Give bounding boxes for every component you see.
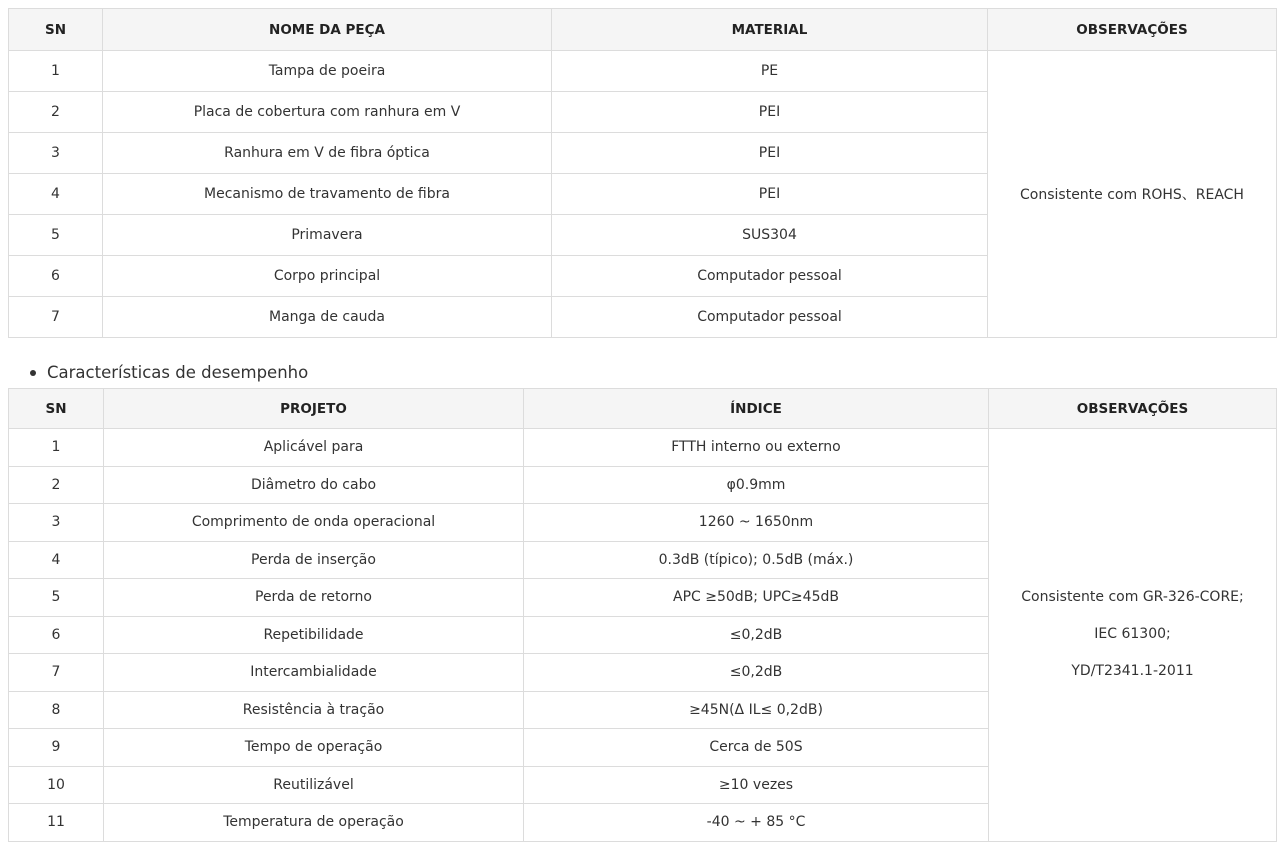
section-title: Características de desempenho bbox=[47, 363, 309, 382]
cell-material: SUS304 bbox=[552, 215, 988, 256]
cell-sn: 8 bbox=[9, 691, 104, 729]
header-material: MATERIAL bbox=[552, 9, 988, 51]
cell-notes bbox=[989, 429, 1277, 842]
cell-sn: 7 bbox=[9, 297, 103, 338]
cell-sn: 6 bbox=[9, 256, 103, 297]
cell-project: Temperatura de operação bbox=[104, 804, 524, 842]
cell-part-name: Tampa de poeira bbox=[103, 51, 552, 92]
cell-index: ≥45N(Δ IL≤ 0,2dB) bbox=[524, 691, 989, 729]
cell-part-name: Placa de cobertura com ranhura em V bbox=[103, 92, 552, 133]
cell-sn: 4 bbox=[9, 541, 104, 579]
cell-project: Perda de retorno bbox=[104, 579, 524, 617]
cell-project: Comprimento de onda operacional bbox=[104, 504, 524, 542]
cell-material: PE bbox=[552, 51, 988, 92]
section-heading bbox=[30, 363, 308, 382]
cell-sn: 5 bbox=[9, 215, 103, 256]
table-row bbox=[9, 429, 1277, 467]
note-line: YD/T2341.1-2011 bbox=[1071, 663, 1194, 680]
cell-project: Tempo de operação bbox=[104, 729, 524, 767]
cell-sn: 1 bbox=[9, 429, 104, 467]
performance-table bbox=[8, 388, 1277, 842]
cell-part-name: Corpo principal bbox=[103, 256, 552, 297]
table-header-row bbox=[9, 389, 1277, 429]
cell-sn: 2 bbox=[9, 92, 103, 133]
cell-index: ≥10 vezes bbox=[524, 766, 989, 804]
cell-index: -40 ~ + 85 °C bbox=[524, 804, 989, 842]
parts-table bbox=[8, 8, 1277, 338]
header-part-name: NOME DA PEÇA bbox=[103, 9, 552, 51]
cell-sn: 10 bbox=[9, 766, 104, 804]
cell-material: PEI bbox=[552, 174, 988, 215]
header-notes: OBSERVAÇÕES bbox=[989, 389, 1277, 429]
cell-material: PEI bbox=[552, 133, 988, 174]
cell-index: Cerca de 50S bbox=[524, 729, 989, 767]
header-notes: OBSERVAÇÕES bbox=[988, 9, 1277, 51]
cell-sn: 9 bbox=[9, 729, 104, 767]
header-index: ÍNDICE bbox=[524, 389, 989, 429]
cell-project: Reutilizável bbox=[104, 766, 524, 804]
bullet-icon bbox=[30, 370, 36, 376]
cell-part-name: Mecanismo de travamento de fibra bbox=[103, 174, 552, 215]
cell-part-name: Primavera bbox=[103, 215, 552, 256]
cell-index: APC ≥50dB; UPC≥45dB bbox=[524, 579, 989, 617]
cell-project: Aplicável para bbox=[104, 429, 524, 467]
cell-sn: 11 bbox=[9, 804, 104, 842]
cell-material: Computador pessoal bbox=[552, 256, 988, 297]
header-sn: SN bbox=[9, 9, 103, 51]
cell-sn: 3 bbox=[9, 504, 104, 542]
cell-index: FTTH interno ou externo bbox=[524, 429, 989, 467]
cell-sn: 7 bbox=[9, 654, 104, 692]
note-line: Consistente com GR-326-CORE; bbox=[1021, 589, 1244, 606]
cell-sn: 4 bbox=[9, 174, 103, 215]
cell-project: Repetibilidade bbox=[104, 616, 524, 654]
header-project: PROJETO bbox=[104, 389, 524, 429]
cell-part-name: Ranhura em V de fibra óptica bbox=[103, 133, 552, 174]
cell-sn: 6 bbox=[9, 616, 104, 654]
cell-material: PEI bbox=[552, 92, 988, 133]
cell-material: Computador pessoal bbox=[552, 297, 988, 338]
header-sn: SN bbox=[9, 389, 104, 429]
cell-sn: 5 bbox=[9, 579, 104, 617]
cell-project: Resistência à tração bbox=[104, 691, 524, 729]
table-row bbox=[9, 51, 1277, 92]
cell-sn: 1 bbox=[9, 51, 103, 92]
cell-notes: Consistente com ROHS、REACH bbox=[988, 51, 1277, 338]
cell-project: Intercambialidade bbox=[104, 654, 524, 692]
cell-sn: 2 bbox=[9, 466, 104, 504]
cell-index: 0.3dB (típico); 0.5dB (máx.) bbox=[524, 541, 989, 579]
cell-index: 1260 ~ 1650nm bbox=[524, 504, 989, 542]
cell-project: Diâmetro do cabo bbox=[104, 466, 524, 504]
cell-index: ≤0,2dB bbox=[524, 654, 989, 692]
cell-index: ≤0,2dB bbox=[524, 616, 989, 654]
cell-sn: 3 bbox=[9, 133, 103, 174]
note-line: IEC 61300; bbox=[1094, 626, 1171, 643]
cell-part-name: Manga de cauda bbox=[103, 297, 552, 338]
cell-index: φ0.9mm bbox=[524, 466, 989, 504]
cell-project: Perda de inserção bbox=[104, 541, 524, 579]
table-header-row bbox=[9, 9, 1277, 51]
